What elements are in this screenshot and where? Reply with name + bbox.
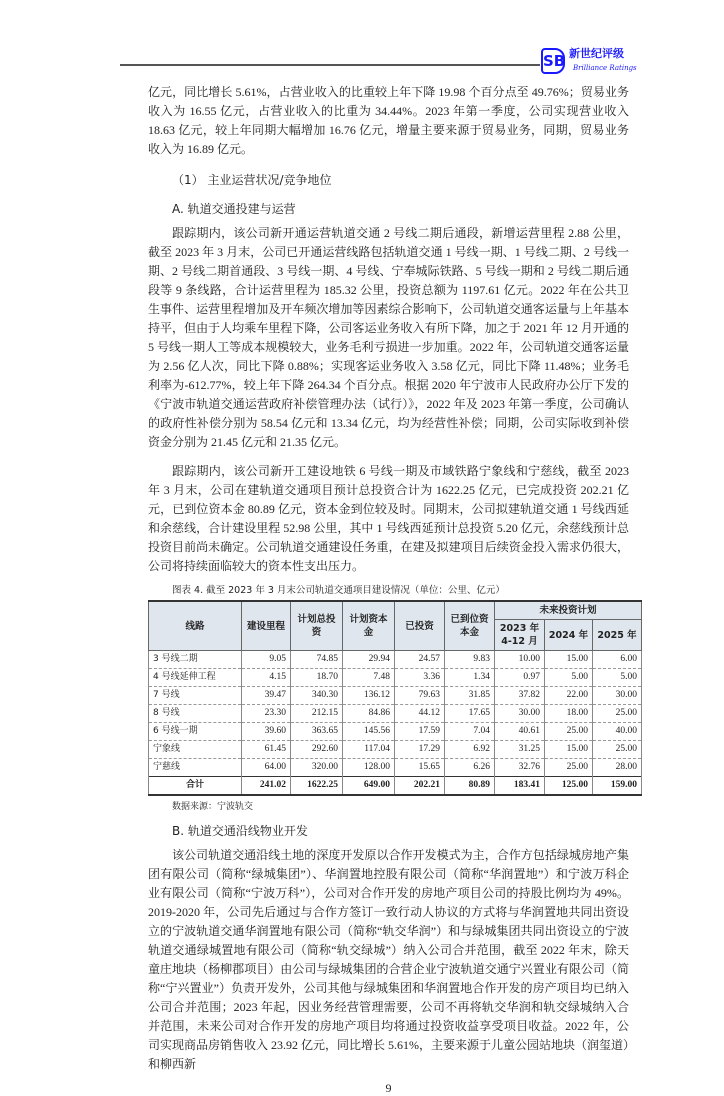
route-name-cell: 合计 [149,777,242,796]
table-total-row [149,777,642,796]
value-cell: 9.05 [242,651,291,669]
value-cell: 30.00 [495,705,545,723]
route-name-cell: 3 号线二期 [149,651,242,669]
header-2024: 2024 年 [545,620,593,651]
value-cell: 7.48 [343,669,395,687]
table-source: 数据来源：宁波轨交 [172,802,254,812]
table-row [149,705,642,723]
logo-mark-icon: SB [541,48,565,74]
section-heading-1: （1） 主业运营状况/竞争地位 [172,173,332,187]
route-name-cell: 6 号线一期 [149,723,242,741]
value-cell: 37.82 [495,687,545,705]
value-cell: 9.83 [445,651,495,669]
header-planned-capital: 计划资本金 [343,601,395,651]
value-cell: 136.12 [343,687,395,705]
header-2023: 2023 年 4-12 月 [495,620,545,651]
header-length: 建设里程 [242,601,291,651]
value-cell: 15.00 [545,741,593,759]
value-cell: 649.00 [343,777,395,796]
value-cell: 212.15 [291,705,343,723]
table-caption: 图表 4. 截至 2023 年 3 月末公司轨道交通项目建设情况（单位：公里、亿元） [172,585,505,596]
header-rule [120,64,540,66]
value-cell: 320.00 [291,759,343,777]
value-cell: 10.00 [495,651,545,669]
value-cell: 17.59 [395,723,445,741]
table-row [149,669,642,687]
table-row [149,741,642,759]
value-cell: 18.70 [291,669,343,687]
value-cell: 39.60 [242,723,291,741]
value-cell: 18.00 [545,705,593,723]
table-row [149,723,642,741]
value-cell: 31.85 [445,687,495,705]
value-cell: 29.94 [343,651,395,669]
value-cell: 6.26 [445,759,495,777]
value-cell: 6.00 [593,651,642,669]
value-cell: 363.65 [291,723,343,741]
value-cell: 25.00 [593,741,642,759]
table-row [149,759,642,777]
route-name-cell: 宁慈线 [149,759,242,777]
value-cell: 40.00 [593,723,642,741]
value-cell: 17.29 [395,741,445,759]
route-name-cell: 4 号线延伸工程 [149,669,242,687]
value-cell: 15.65 [395,759,445,777]
value-cell: 28.00 [593,759,642,777]
paragraph-property-development: 该公司轨道交通沿线土地的深度开发原以合作开发模式为主，合作方包括绿城房地产集团有限公司（简称“绿城集团”）、华润置地控股有限公司（简称“华润置地”）和宁波万科企业有限公司（简称“宁波万科”），公司对合作开发的房地产项目公司的持股比例均为 49%。2019-2020 年，公司先后通过与合作方签订一致行动人协议的方式将与华润置地共同出资设立的宁波轨道交通华润置地有限公司（简称“轨交华润”）和与绿城集团共同出资设立的宁波轨道交通绿城置地有限公司（简称“轨交绿城”）纳入公司合并范围，截至 2022 年末，除天童庄地块（杨柳郡项目）由公司与绿城集团的合营企业宁波轨道交通宁兴置业有限公司（简称“宁兴置业”）负责开发外，公司其他与绿城集团和华润置地合作开发的房产项目均已纳入公司合并范围；2023 年起，因业务经营管理需要，公司不再将轨交华润和轨交绿城纳入合并范围，未来公司对合作开发的房地产项目均将通过投资收益享受项目收益。2022 年，公司实现商品房销售收入 23.92 亿元，同比增长 5.61%，主要来源于儿童公园站地块（润玺道）和柳西新 [148,848,629,1071]
value-cell: 30.00 [593,687,642,705]
value-cell: 17.65 [445,705,495,723]
route-name-cell: 8 号线 [149,705,242,723]
header-capital-in-place: 已到位资本金 [445,601,495,651]
logo-en-text: Brilliance Ratings [573,64,637,72]
value-cell: 74.85 [291,651,343,669]
value-cell: 61.45 [242,741,291,759]
value-cell: 44.12 [395,705,445,723]
section-heading-b: B. 轨道交通沿线物业开发 [172,824,308,838]
value-cell: 25.00 [593,705,642,723]
value-cell: 22.00 [545,687,593,705]
header-invested: 已投资 [395,601,445,651]
value-cell: 84.86 [343,705,395,723]
paragraph-rail-construction: 跟踪期内，该公司新开工建设地铁 6 号线一期及市域铁路宁象线和宁慈线，截至 2023 年 3 月末，公司在建轨道交通项目预计总投资合计为 1622.25 亿元，已完成投资 202.21 亿元，已到位资本金 80.89 亿元，资本金到位较及时。同期末，公司拟建轨道交通 1 号线西延和余慈线，合计建设里程 52.98 公里，其中 1 号线西延预计总投资 5.20 亿元，余慈线预计总投资目前尚未确定。公司轨道交通建设任务重，在建及拟建项目后续资金投入需求仍很大，公司将持续面临较大的资本性支出压力。 [148,464,629,573]
value-cell: 340.30 [291,687,343,705]
section-heading-a: A. 轨道交通投建与运营 [172,202,296,216]
value-cell: 117.04 [343,741,395,759]
value-cell: 25.00 [545,723,593,741]
logo-cn-text: 新世纪评级 [569,47,624,60]
value-cell: 1.34 [445,669,495,687]
value-cell: 3.36 [395,669,445,687]
brilliance-ratings-logo [541,45,641,77]
value-cell: 4.15 [242,669,291,687]
value-cell: 6.92 [445,741,495,759]
value-cell: 125.00 [545,777,593,796]
value-cell: 159.00 [593,777,642,796]
route-name-cell: 7 号线 [149,687,242,705]
paragraph-revenue: 亿元，同比增长 5.61%，占营业收入的比重较上年下降 19.98 个百分点至 49.76%；贸易业务收入为 16.55 亿元，占营业收入的比重为 34.44%。2023 年第一季度，公司实现营业收入 18.63 亿元，较上年同期大幅增加 16.76 亿元，增量主要来源于贸易业务，同期，贸易业务收入为 16.89 亿元。 [148,85,629,156]
value-cell: 5.00 [545,669,593,687]
document-body [148,83,637,1096]
value-cell: 128.00 [343,759,395,777]
page-number: 9 [385,1081,392,1095]
value-cell: 292.60 [291,741,343,759]
header-planned-total: 计划总投资 [291,601,343,651]
value-cell: 24.57 [395,651,445,669]
value-cell: 32.76 [495,759,545,777]
value-cell: 15.00 [545,651,593,669]
header-2025: 2025 年 [593,620,642,651]
value-cell: 39.47 [242,687,291,705]
header-future-plan: 未来投资计划 [495,601,642,620]
value-cell: 202.21 [395,777,445,796]
value-cell: 79.63 [395,687,445,705]
value-cell: 23.30 [242,705,291,723]
value-cell: 80.89 [445,777,495,796]
value-cell: 1622.25 [291,777,343,796]
value-cell: 40.61 [495,723,545,741]
rail-projects-table [148,600,642,796]
value-cell: 183.41 [495,777,545,796]
value-cell: 241.02 [242,777,291,796]
route-name-cell: 宁象线 [149,741,242,759]
value-cell: 25.00 [545,759,593,777]
table-row [149,687,642,705]
paragraph-rail-operation: 跟踪期内，该公司新开通运营轨道交通 2 号线二期后通段，新增运营里程 2.88 公里，截至 2023 年 3 月末，公司已开通运营线路包括轨道交通 1 号线一期、1 号线二期、2 号线一期、2 号线二期首通段、3 号线一期、4 号线、宁奉城际铁路、5 号线一期和 2 号线二期后通段等 9 条线路，合计运营里程为 185.32 公里，投资总额为 1197.61 亿元。2022 年在公共卫生事件、运营里程增加及开车频次增加等因素综合影响下，公司轨道交通客运量与上年基本持平，但由于人均乘车里程下降，公司客运业务收入有所下降，加之于 2021 年 12 月开通的 5 号线一期人工等成本规模较大，业务毛利亏损进一步加重。2022 年，公司轨道交通客运量为 2.56 亿人次，同比下降 0.88%；实现客运业务收入 3.58 亿元，同比下降 11.48%；业务毛利率为-612.77%，较上年下降 264.34 个百分点。根据 2020 年宁波市人民政府办公厅下发的《宁波市轨道交通运营政府补偿管理办法（试行）》，2022 年及 2023 年第一季度，公司确认的政府性补偿分别为 58.54 亿元和 13.34 亿元，均为经营性补偿；同期，公司实际收到补偿资金分别为 21.45 亿元和 21.35 亿元。 [148,226,629,449]
value-cell: 5.00 [593,669,642,687]
value-cell: 64.00 [242,759,291,777]
value-cell: 7.04 [445,723,495,741]
value-cell: 145.56 [343,723,395,741]
header-route: 线路 [149,601,242,651]
value-cell: 0.97 [495,669,545,687]
value-cell: 31.25 [495,741,545,759]
table-row [149,651,642,669]
